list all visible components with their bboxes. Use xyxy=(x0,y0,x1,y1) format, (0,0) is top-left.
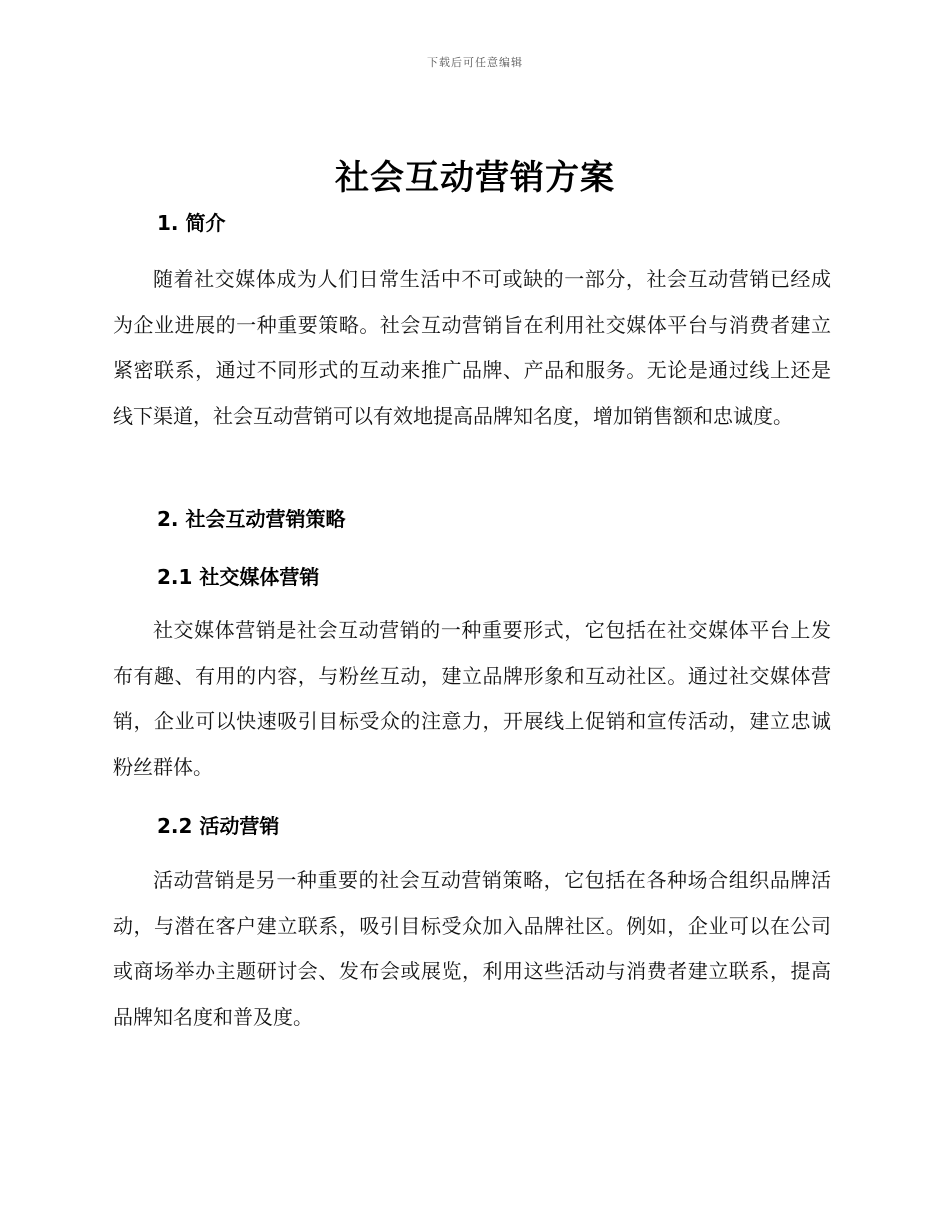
document-title: 社会互动营销方案 xyxy=(335,158,615,198)
header-note: 下载后可任意编辑 xyxy=(427,56,523,69)
section-paragraph-social-media: 社交媒体营销是社会互动营销的一种重要形式，它包括在社交媒体平台上发布有趣、有用的内容，与粉丝互动，建立品牌形象和互动社区。通过社交媒体营销，企业可以快速吸引目标受众的注意力，开展线上促销和宣传活动，建立忠诚粉丝群体。 xyxy=(113,618,831,779)
section-heading-social-media: 2.1 社交媒体营销 xyxy=(157,565,320,589)
section-heading-intro: 1. 简介 xyxy=(157,211,226,235)
section-heading-event: 2.2 活动营销 xyxy=(157,814,280,838)
section-paragraph-event: 活动营销是另一种重要的社会互动营销策略，它包括在各种场合组织品牌活动，与潜在客户建立联系，吸引目标受众加入品牌社区。例如，企业可以在公司或商场举办主题研讨会、发布会或展览，利用这些活动与消费者建立联系，提高品牌知名度和普及度。 xyxy=(113,868,831,1029)
section-heading-strategy: 2. 社会互动营销策略 xyxy=(157,507,346,531)
section-paragraph-intro: 随着社交媒体成为人们日常生活中不可或缺的一部分，社会互动营销已经成为企业进展的一种重要策略。社会互动营销旨在利用社交媒体平台与消费者建立紧密联系，通过不同形式的互动来推广品牌、产品和服务。无论是通过线上还是线下渠道，社会互动营销可以有效地提高品牌知名度，增加销售额和忠诚度。 xyxy=(113,267,831,428)
